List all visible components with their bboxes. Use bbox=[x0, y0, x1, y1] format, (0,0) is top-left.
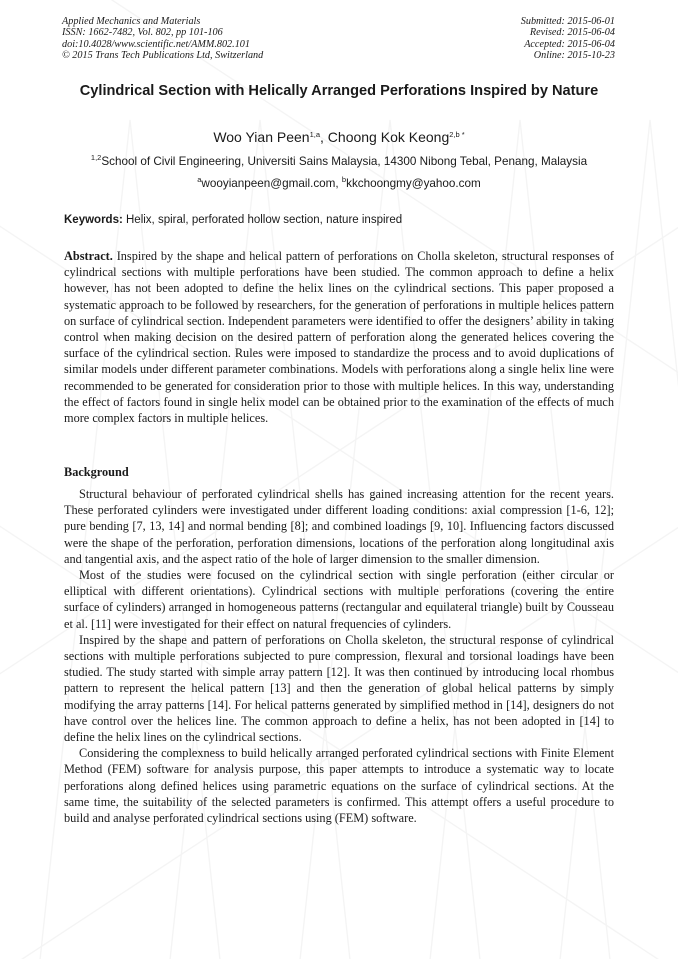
keywords-text: Helix, spiral, perforated hollow section, nature inspired bbox=[126, 214, 403, 226]
background-paragraph-4: Considering the complexness to build helically arranged perforated cylindrical sections with Finite Element Method (FEM) software for analysis purpose, this paper attempts to introduce a systematic way to locate perforations along defined helices using parametric equations on the surface of cylindrical sections. At the same time, the suitability of the selected parameters is confirmed. This attempt offers a useful procedure to build and analyse perforated cylindrical sections using (FEM) software. bbox=[64, 746, 614, 826]
author-1-marker: 1,a bbox=[309, 130, 321, 139]
accepted-date: Accepted: 2015-06-04 bbox=[524, 38, 615, 50]
journal-info bbox=[62, 16, 263, 61]
email-b-marker: b bbox=[341, 175, 347, 184]
journal-name: Applied Mechanics and Materials bbox=[62, 16, 201, 27]
email-a-marker: a bbox=[197, 175, 202, 184]
abstract-section bbox=[64, 248, 614, 426]
paper-title: Cylindrical Section with Helically Arranged Perforations Inspired by Nature bbox=[79, 83, 599, 99]
email-link-b[interactable]: kkchoongmy@yahoo.com bbox=[346, 177, 481, 190]
background-paragraph-1: Structural behaviour of perforated cylindrical shells has gained increasing attention for the recent years. These perforated cylinders were investigated under different loading conditions: axial compression [1-6, 12]; pure bending [7, 13, 14] and normal bending [8]; and combined loadings [9, 10]. Influencing factors discussed were the shape of the perforation, perforation dimensions, locations of the perforation along longitudinal axis and tangential axis, and the aspect ratio of the hole of larger dimension to the smaller dimension. bbox=[64, 487, 614, 566]
email-link-a[interactable]: wooyianpeen@gmail.com bbox=[201, 177, 336, 190]
author-separator: , bbox=[320, 129, 328, 145]
keywords-label: Keywords: bbox=[64, 214, 123, 226]
revised-date: Revised: 2015-06-04 bbox=[529, 27, 615, 39]
author-2-marker: 2,b * bbox=[449, 130, 465, 139]
abstract-label: Abstract. bbox=[64, 249, 113, 263]
submitted-date: Submitted: 2015-06-01 bbox=[520, 16, 615, 27]
abstract-paragraph bbox=[64, 248, 614, 426]
online-date: Online: 2015-10-23 bbox=[533, 49, 615, 61]
copyright-line: © 2015 Trans Tech Publications Ltd, Switzerland bbox=[62, 49, 264, 61]
background-paragraph-2: Most of the studies were focused on the cylindrical section with single perforation (either circular or elliptical with different orientations). Cylindrical sections with multiple perforations (covering the entire surface of cylinders) arranged in homogeneous patterns (rectangular and equilateral triangle) built by Cousseau et al. [11] were investigated for their effect on natural frequencies of cylinders. bbox=[64, 568, 614, 631]
abstract-text: Inspired by the shape and helical pattern of perforations on Cholla skeleton, structural responses of cylindrical sections with multiple perforations have been studied. The common approach to define a helix however, has not been adopted to define the helix lines on the cylindrical sections. This paper proposed a systematic approach to be followed by researchers, for the generation of perforations in multiple helices pattern on surface of cylindrical section. Independent parameters were identified to offer the designers’ ability in taking control when making decision on the desired pattern of perforation along the generated helices covering the surface of the cylindrical section. Rules were imposed to standardize the process and to avoid duplications of similar models under different parameter combinations. Models with perforations along a single helix line were recommended to be generated for consideration prior to those with multiple helices. In this way, understanding the effect of factors found in single helix model can be obtained prior to the examination of the effects of much more complex factors in multiple helices. bbox=[64, 249, 614, 426]
author-2: Choong Kok Keong bbox=[327, 129, 450, 145]
publication-dates bbox=[521, 16, 615, 61]
keywords bbox=[64, 213, 624, 227]
affiliation-text: School of Civil Engineering, Universiti Sains Malaysia, 14300 Nibong Tebal, Penang, Malaysia bbox=[101, 155, 588, 168]
affiliation bbox=[0, 155, 678, 169]
background-section bbox=[64, 486, 614, 826]
section-heading-background: Background bbox=[64, 465, 129, 479]
background-paragraph-3: Inspired by the shape and pattern of perforations on Cholla skeleton, the structural response of cylindrical sections with multiple perforations subjected to pure compression, flexural and torsional loadings have been studied. The study started with simple array pattern [12]. It was then continued by introducing local rhombus pattern to represent the helical pattern [13] and then the generation of global helical patterns by simply modifying the array patterns [14]. For helical patterns generated by simplified method in [14], designers do not have control over the helices line. The common approach to define a helix, has not been adopted in [14] to define the helix lines on the cylindrical sections. bbox=[64, 632, 614, 745]
doi-line: doi:10.4028/www.scientific.net/AMM.802.101 bbox=[62, 38, 250, 50]
author-list bbox=[0, 128, 678, 146]
issn-line: ISSN: 1662-7482, Vol. 802, pp 101-106 bbox=[62, 27, 223, 39]
affiliation-marker: 1,2 bbox=[90, 153, 102, 162]
author-1: Woo Yian Peen bbox=[213, 129, 310, 145]
email-separator: , bbox=[335, 177, 342, 190]
author-emails bbox=[0, 177, 678, 191]
